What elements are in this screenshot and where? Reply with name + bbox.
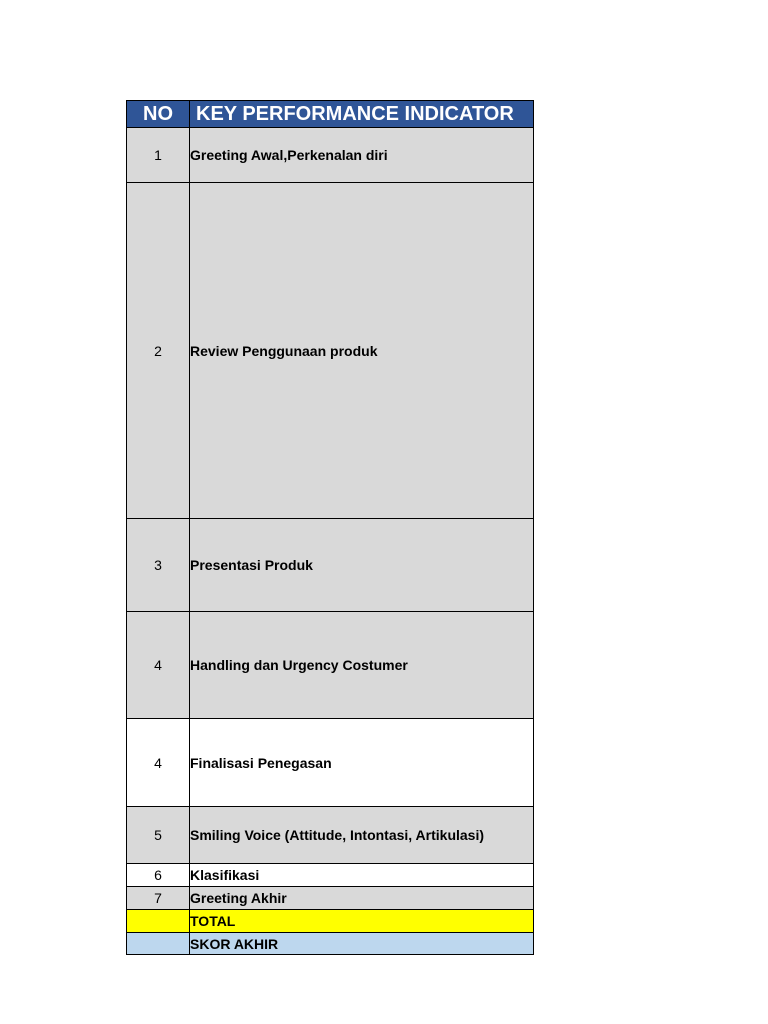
table-row <box>127 807 534 864</box>
header-kpi: KEY PERFORMANCE INDICATOR <box>190 101 534 128</box>
table-row <box>127 719 534 807</box>
row-number: 7 <box>127 887 190 910</box>
table-row <box>127 612 534 719</box>
row-label: Greeting Awal,Perkenalan diri <box>190 128 534 183</box>
table-row <box>127 183 534 519</box>
row-label: Handling dan Urgency Costumer <box>190 612 534 719</box>
header-no: NO <box>127 101 190 128</box>
final-score-row <box>127 933 534 955</box>
row-number: 5 <box>127 807 190 864</box>
row-label: Greeting Akhir <box>190 887 534 910</box>
table-row <box>127 519 534 612</box>
table-header-row <box>127 101 534 128</box>
row-label: Klasifikasi <box>190 864 534 887</box>
row-number: 6 <box>127 864 190 887</box>
row-number: 2 <box>127 183 190 519</box>
row-number: 4 <box>127 719 190 807</box>
kpi-table <box>126 100 534 955</box>
table-row <box>127 887 534 910</box>
total-label: TOTAL <box>190 910 534 933</box>
total-number-cell <box>127 910 190 933</box>
final-score-label: SKOR AKHIR <box>190 933 534 955</box>
row-label: Review Penggunaan produk <box>190 183 534 519</box>
row-number: 4 <box>127 612 190 719</box>
row-label: Presentasi Produk <box>190 519 534 612</box>
table-row <box>127 128 534 183</box>
total-row <box>127 910 534 933</box>
row-label: Finalisasi Penegasan <box>190 719 534 807</box>
row-number: 3 <box>127 519 190 612</box>
table-row <box>127 864 534 887</box>
row-number: 1 <box>127 128 190 183</box>
final-score-number-cell <box>127 933 190 955</box>
row-label: Smiling Voice (Attitude, Intontasi, Artikulasi) <box>190 807 534 864</box>
